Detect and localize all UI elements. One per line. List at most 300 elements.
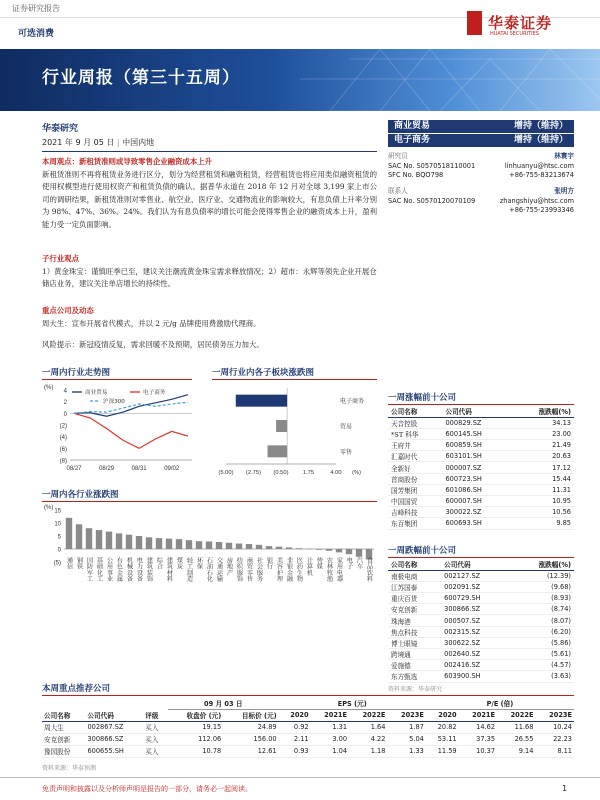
analyst-phone: +86-755-83213674 — [509, 171, 574, 180]
table-cell: 吉峰科技 — [391, 509, 418, 518]
table-cell: 002416.SZ — [444, 661, 481, 670]
analyst-role: 研究员 — [388, 152, 408, 160]
bar — [196, 541, 202, 549]
table-cell: 156.00 — [253, 735, 277, 743]
y-tick-label: (2) — [59, 423, 67, 430]
bar — [268, 445, 288, 457]
category-label: 机械设备 — [125, 557, 133, 582]
table-cell: 爱施德 — [391, 662, 411, 671]
bar — [136, 536, 142, 549]
analyst-email[interactable]: zhangshiyu@htsc.com — [499, 196, 574, 205]
category-label: 计算机 — [305, 557, 313, 576]
table-row — [388, 626, 574, 637]
bar — [276, 420, 287, 432]
col-header: 2023E — [387, 709, 425, 721]
divider — [0, 777, 600, 778]
table-cell: 买入 — [145, 736, 159, 744]
group-header: EPS (元) — [279, 697, 426, 709]
table-row — [42, 745, 574, 757]
gainers-table — [388, 406, 574, 530]
col-header: 2022E — [349, 709, 387, 721]
bar — [176, 539, 182, 549]
disclaimer: 免责声明和披露以及分析师声明是报告的一部分，请务必一起阅读。 — [42, 785, 252, 793]
table-cell: 11.59 — [437, 747, 457, 755]
y-tick-label: (5) — [53, 560, 61, 567]
table-cell: 21.49 — [552, 441, 571, 450]
category-label: 钢铁 — [75, 557, 83, 570]
sub-heading: 子行业观点 — [42, 254, 79, 263]
table-cell: (6.20) — [551, 627, 571, 636]
col-header: 2022E — [497, 709, 535, 721]
bar — [116, 533, 122, 549]
sub-text: 1）黄金珠宝：谨慎旺季已至，建议关注潮流黄金珠宝需求释放情况；2）超市：永辉等领先企业开展仓储店业务，建议关注单店增长的持续性。 — [42, 267, 377, 289]
table-cell: 天音控股 — [391, 419, 418, 428]
table-cell: 4.22 — [370, 735, 386, 743]
category-label: 商贸零售 — [245, 557, 253, 582]
category-label: 电力设备 — [135, 557, 143, 582]
bar — [126, 535, 132, 549]
table-cell: 600729.SH — [444, 594, 481, 603]
bar — [326, 549, 332, 551]
analyst-name: 林寰宇 — [554, 152, 574, 160]
table-cell: 珠海港 — [391, 617, 411, 626]
co-heading: 重点公司及动态 — [42, 306, 94, 315]
table-row — [388, 649, 574, 660]
table-row — [388, 671, 574, 682]
table-cell: 20.82 — [437, 723, 457, 731]
table-cell: 14.62 — [476, 723, 496, 731]
table-cell: 5.04 — [409, 735, 424, 743]
col-header: 公司代码 — [441, 559, 511, 570]
category-label: 电子商务 — [340, 398, 365, 406]
x-tick-label: 09/02 — [164, 466, 180, 472]
bar — [246, 544, 252, 549]
table-cell: 1.87 — [409, 723, 424, 731]
table-cell: 002315.SZ — [444, 627, 481, 636]
category-label: 社会服务 — [255, 557, 263, 582]
rating-row — [388, 120, 574, 133]
bar — [336, 549, 342, 552]
analyst-email[interactable]: linhuanyu@htsc.com — [504, 161, 574, 170]
category-label: 纺织服饰 — [235, 557, 243, 582]
table-cell: 300866.SZ — [444, 605, 481, 614]
category-label: 通信 — [65, 557, 73, 570]
x-tick-label: 1.75 — [302, 470, 315, 476]
bar — [236, 544, 242, 549]
table-cell: 10.24 — [553, 723, 572, 731]
table-cell: (8.93) — [551, 594, 571, 603]
table-cell: 37.35 — [476, 735, 496, 743]
table-row — [388, 462, 574, 473]
table-header — [388, 406, 574, 417]
col-header: 公司代码 — [442, 406, 511, 417]
table-cell: 9.85 — [556, 519, 571, 528]
table-cell: 603101.SH — [445, 452, 482, 461]
divider — [42, 695, 574, 696]
table-cell: 600145.SH — [445, 429, 482, 438]
table-cell: 1.31 — [332, 723, 348, 731]
legend-label: 沪深300 — [103, 399, 125, 406]
logo-text: 华泰证券 — [488, 14, 553, 32]
logo-mark — [467, 11, 482, 35]
rating-value: 增持（维持） — [513, 135, 568, 145]
table-cell: 601086.SH — [445, 485, 482, 494]
table-cell: 600859.SH — [445, 441, 482, 450]
losers-source: 资料来源：华泰研究 — [388, 686, 443, 693]
divider — [212, 379, 377, 380]
bar — [66, 518, 72, 549]
x-tick-label: 4.00 — [330, 470, 342, 476]
x-tick-label: 08/29 — [99, 466, 115, 472]
table-cell: 跨境通 — [391, 651, 411, 660]
rating-sector: 电子商务 — [394, 135, 431, 145]
table-cell: 600655.SH — [87, 747, 124, 755]
y-tick-label: 15 — [54, 508, 61, 515]
analyst-role: 联系人 — [388, 187, 408, 195]
category-label: 农林牧渔 — [325, 557, 333, 582]
bar — [206, 541, 212, 549]
category-label: 煤炭 — [175, 557, 183, 570]
report-type: 证券研究报告 — [12, 4, 60, 13]
table-cell: 53.11 — [437, 735, 457, 743]
table-row — [388, 496, 574, 507]
col-header: 2021E — [459, 709, 497, 721]
analyst-sac: SAC No. S0570120070109 — [388, 196, 476, 205]
category-label: 公用事业 — [105, 557, 113, 582]
recommend-table — [42, 697, 574, 758]
subsector-bar-chart — [212, 382, 377, 482]
table-cell: 10.37 — [476, 747, 496, 755]
core-text: 新租赁准则不再将租赁业务进行区分，划分为经营租赁和融资租赁，经营租赁也将应用类似融资租赁的使用权模型进行使用权资产和租赁负债的确认。据普华永道在 2018 年 12 月对全球 3,199 家上市公司的调研结果，新租赁准则对零售业、航空业、医疗业、交通物流业的影响较大，有息负债上升率分别为 98%、47%、36%、24%。我们认为有息负债率的增长可能会使得零售企业的融资成本上升，盈利能力受一定负面影响。 — [42, 170, 377, 229]
bar — [306, 549, 312, 550]
bar — [146, 537, 152, 549]
table-cell: 603900.SH — [444, 672, 481, 681]
table-cell: 8.11 — [557, 747, 572, 755]
y-tick-label: 4 — [63, 388, 67, 395]
table-cell: 焦点科技 — [391, 628, 418, 637]
category-label: 环保 — [195, 557, 203, 570]
category-label: 有色金属 — [115, 557, 123, 582]
table-row — [388, 615, 574, 626]
col-header: 公司名称 — [42, 709, 85, 721]
table-cell: 全新好 — [391, 464, 411, 473]
table-cell: 10.78 — [202, 747, 222, 755]
table-cell: (5.61) — [551, 650, 571, 659]
table-cell: 1.33 — [409, 747, 424, 755]
bar — [166, 539, 172, 549]
y-tick-label: (8) — [59, 458, 67, 465]
table-cell: (12.39) — [546, 571, 571, 580]
table-cell: 22.23 — [553, 735, 572, 743]
table-cell: 002127.SZ — [444, 571, 481, 580]
category-label: 房地产 — [225, 557, 233, 576]
y-tick-label: (4) — [59, 435, 67, 442]
table-cell: 安克创新 — [44, 736, 71, 744]
table-cell: 首商股份 — [391, 475, 418, 484]
chart2-heading: 一周行业内各子板块涨跌图 — [212, 368, 315, 378]
category-label: 零售 — [340, 448, 353, 456]
y-axis-label: (%) — [44, 505, 54, 511]
category-label: 轻工制造 — [185, 557, 193, 582]
category-label: 贸易 — [340, 423, 353, 431]
table-cell: 豫园股份 — [44, 748, 71, 756]
table-cell: 1.64 — [370, 723, 386, 731]
losers-heading: 一周跌幅前十公司 — [388, 546, 457, 556]
table-cell: 博士眼镜 — [391, 639, 418, 648]
series-line — [74, 395, 188, 417]
bar — [86, 528, 92, 549]
col-header: 公司名称 — [388, 559, 441, 570]
series-line — [74, 402, 188, 413]
category-label: 家用电器 — [335, 557, 343, 582]
table-cell: 000007.SZ — [445, 463, 482, 472]
table-cell: 34.13 — [552, 418, 571, 427]
table-cell: 江苏国泰 — [391, 583, 418, 592]
bar — [356, 549, 362, 557]
table-row — [388, 417, 574, 428]
table-cell: (4.57) — [551, 661, 571, 670]
col-header: 2021E — [311, 709, 349, 721]
table-cell: 15.44 — [552, 474, 571, 483]
category-label: 非银金融 — [285, 557, 293, 582]
table-cell: (8.74) — [551, 605, 571, 614]
table-header — [388, 559, 574, 570]
table-cell: 26.55 — [514, 735, 534, 743]
table-row — [42, 733, 574, 745]
x-tick-label: (0.50) — [273, 470, 289, 476]
table-cell: 买入 — [145, 724, 159, 732]
divider — [42, 151, 377, 152]
table-row — [388, 604, 574, 615]
table-cell: 20.63 — [552, 452, 571, 461]
bar — [276, 547, 282, 549]
table-row — [388, 593, 574, 604]
group-header: P/E (倍) — [426, 697, 574, 709]
table-cell: 19.15 — [202, 723, 222, 731]
table-row — [388, 518, 574, 529]
table-cell: 中国国贸 — [391, 498, 418, 507]
rating-value: 增持（维持） — [513, 121, 568, 131]
divider — [42, 501, 377, 502]
table-cell: 2.11 — [293, 735, 309, 743]
col-header: 2020 — [279, 709, 311, 721]
table-cell: 汇嘉时代 — [391, 453, 418, 462]
analyst-phone: +86-755-23993346 — [509, 206, 574, 215]
category-label: 建筑装饰 — [145, 557, 153, 582]
table-cell: 东方甄选 — [391, 673, 418, 682]
bar — [156, 538, 162, 549]
analyst-card — [388, 152, 574, 181]
report-date: 2021 年 9 月 05 日 — [42, 138, 115, 147]
col-header: 公司名称 — [388, 406, 442, 417]
table-cell: 0.92 — [293, 723, 309, 731]
table-cell: 南极电商 — [391, 572, 418, 581]
table-row — [388, 451, 574, 462]
table-cell: (5.86) — [551, 638, 571, 647]
col-header: 2023E — [535, 709, 574, 721]
category-label: 传媒 — [315, 557, 323, 570]
table-cell: (8.07) — [551, 616, 571, 625]
table-row — [388, 484, 574, 495]
col-header: 涨跌幅(%) — [511, 406, 574, 417]
bar — [296, 548, 302, 549]
category-label: 美容护理 — [275, 557, 283, 582]
table-cell: 600007.SH — [445, 497, 482, 506]
series-line — [74, 413, 188, 448]
divider — [388, 557, 574, 558]
category-label: 电子 — [345, 557, 353, 570]
category-label: 银行 — [265, 557, 273, 570]
category-label: 医药生物 — [295, 557, 303, 582]
table-row — [388, 507, 574, 518]
losers-table — [388, 559, 574, 683]
table-cell: 23.00 — [552, 429, 571, 438]
table-row — [42, 721, 574, 733]
table-row — [388, 570, 574, 581]
bar — [76, 524, 82, 549]
table-cell: 1.18 — [370, 747, 386, 755]
bar — [266, 546, 272, 549]
category-label: 综合 — [155, 557, 163, 570]
x-tick-label: (2.75) — [245, 470, 262, 476]
category-label: 基础化工 — [95, 557, 103, 582]
table-cell: 112.06 — [198, 735, 222, 743]
table-cell: 000829.SZ — [445, 418, 482, 427]
bar — [106, 532, 112, 549]
bar — [316, 549, 322, 550]
y-tick-label: 0 — [63, 411, 67, 418]
logo-subtext: HUATAI SECURITIES — [490, 31, 539, 37]
table-row — [388, 660, 574, 671]
table-cell: 10.95 — [552, 497, 571, 506]
y-tick-label: 2 — [63, 400, 67, 407]
col-header: 2020 — [426, 709, 459, 721]
x-tick-label: 08/31 — [131, 466, 147, 472]
table-cell: 300022.SZ — [445, 508, 482, 517]
col-header: 收盘价 (元) — [168, 709, 223, 721]
col-header: 公司代码 — [85, 709, 143, 721]
y-tick-label: (6) — [59, 446, 67, 453]
rec-source: 资料来源：华泰预测 — [42, 765, 97, 772]
table-cell: 17.12 — [552, 463, 571, 472]
category-label: 建筑材料 — [165, 557, 173, 582]
bar — [96, 530, 102, 549]
col-header: 涨跌幅(%) — [511, 559, 574, 570]
bar — [236, 395, 287, 407]
chart1-heading: 一周内行业走势图 — [42, 368, 111, 378]
bar — [286, 547, 292, 549]
table-cell: 600693.SH — [445, 519, 482, 528]
ratings-box — [388, 120, 574, 147]
table-row — [388, 581, 574, 592]
analyst-name: 张明方 — [554, 187, 574, 195]
table-cell: *ST 科华 — [391, 430, 419, 439]
table-cell: 12.61 — [257, 747, 277, 755]
analyst-sfc: SFC No. BQO798 — [388, 171, 444, 180]
table-cell: 300622.SZ — [444, 638, 481, 647]
analyst-card — [388, 187, 574, 216]
table-cell: 24.89 — [257, 723, 277, 731]
risk-text: 风险提示：新冠疫情反复，需求回暖不及预期，居民债务压力加大。 — [42, 340, 264, 349]
x-tick-label: 08/27 — [66, 466, 82, 472]
bar — [256, 545, 262, 549]
table-cell: 600723.SH — [445, 474, 482, 483]
table-cell: 周大生 — [44, 724, 64, 732]
core-heading: 本周观点：新租赁准则或导致零售企业融资成本上升 — [42, 157, 212, 166]
table-cell: 002640.SZ — [444, 650, 481, 659]
divider — [42, 379, 192, 380]
rec-heading: 本周重点推荐公司 — [42, 684, 111, 694]
table-cell: 002867.SZ — [87, 723, 124, 731]
col-header: 评级 — [143, 709, 168, 721]
rating-sector: 商业贸易 — [394, 121, 431, 131]
y-tick-label: 5 — [57, 534, 61, 541]
bar — [186, 540, 192, 549]
category-label: 石油石化 — [205, 557, 213, 582]
table-cell: 王府井 — [391, 442, 411, 451]
table-cell: 002091.SZ — [444, 582, 481, 591]
table-row — [388, 473, 574, 484]
gainers-heading: 一周涨幅前十公司 — [388, 393, 457, 403]
page-number: 1 — [562, 784, 568, 793]
legend-label: 电子商务 — [143, 390, 166, 397]
divider — [388, 404, 574, 405]
group-header: 09 月 03 日 — [168, 697, 279, 709]
y-tick-label: 10 — [54, 521, 61, 528]
co-text: 周大生：宣布开展省代模式，并以 2 元/g 品牌使用费激励代理商。 — [42, 319, 261, 328]
table-header — [42, 709, 574, 721]
table-cell: (3.63) — [551, 672, 571, 681]
col-header: 目标价 (元) — [223, 709, 278, 721]
chart3-heading: 一周内各行业涨跌图 — [42, 490, 119, 500]
y-tick-label: 0 — [57, 547, 61, 554]
x-tick-label: (5.00) — [218, 470, 234, 476]
table-row — [388, 440, 574, 451]
industry-bar-chart — [42, 504, 377, 672]
table-cell: 11.68 — [514, 723, 534, 731]
category-label: 交通运输 — [215, 557, 223, 582]
category-label: 可选消费 — [18, 29, 55, 39]
table-cell: 3.00 — [332, 735, 348, 743]
table-row — [388, 637, 574, 648]
industry-trend-chart — [42, 382, 202, 482]
table-cell: 重庆百货 — [391, 595, 418, 604]
group-header-row — [42, 697, 574, 709]
table-cell: 买入 — [145, 748, 159, 756]
table-cell: 11.31 — [552, 485, 571, 494]
table-cell: 1.04 — [332, 747, 348, 755]
x-axis-label: (%) — [352, 470, 362, 476]
table-cell: 300866.SZ — [87, 735, 124, 743]
rating-row — [388, 134, 574, 147]
bar — [346, 549, 352, 554]
page-title: 行业周报（第三十五周） — [42, 68, 240, 88]
table-cell: 0.93 — [293, 747, 309, 755]
meta-sep: | — [114, 138, 123, 147]
org-name: 华泰研究 — [42, 124, 79, 134]
bar — [216, 542, 222, 549]
legend-label: 商业贸易 — [85, 390, 108, 397]
table-cell: 000507.SZ — [444, 616, 481, 625]
table-cell: 国芳集团 — [391, 486, 418, 495]
category-label: 国防军工 — [85, 557, 93, 582]
category-label: 汽车 — [355, 557, 363, 570]
y-axis-label: (%) — [44, 385, 54, 391]
report-region: 中国内地 — [122, 138, 155, 147]
table-cell: 9.14 — [518, 747, 534, 755]
table-cell: 东百集团 — [391, 520, 418, 529]
table-row — [388, 428, 574, 439]
